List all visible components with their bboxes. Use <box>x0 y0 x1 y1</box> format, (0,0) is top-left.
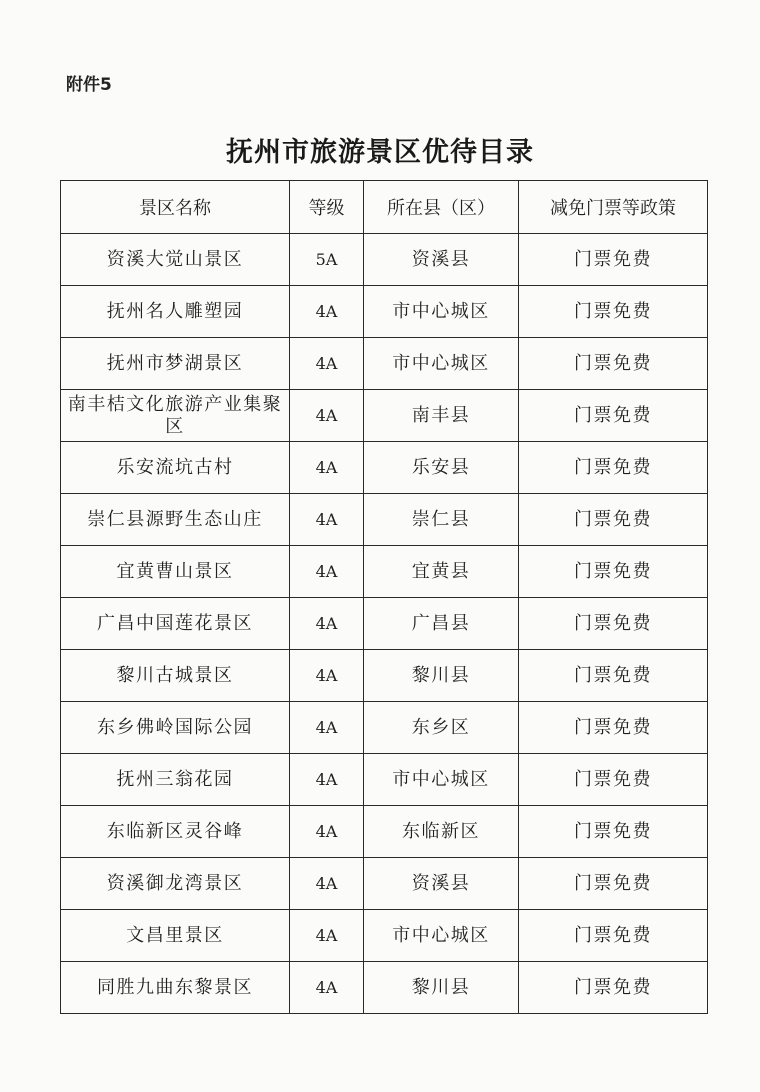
cell-policy: 门票免费 <box>519 754 708 806</box>
cell-county: 市中心城区 <box>364 286 519 338</box>
table-row <box>61 234 708 286</box>
table-row <box>61 650 708 702</box>
cell-level: 4A <box>290 910 364 962</box>
cell-name: 崇仁县源野生态山庄 <box>61 494 290 546</box>
cell-level: 4A <box>290 390 364 442</box>
header-county: 所在县（区） <box>364 181 519 234</box>
cell-name: 东临新区灵谷峰 <box>61 806 290 858</box>
cell-county: 黎川县 <box>364 650 519 702</box>
cell-name: 文昌里景区 <box>61 910 290 962</box>
cell-name: 抚州名人雕塑园 <box>61 286 290 338</box>
cell-county: 宜黄县 <box>364 546 519 598</box>
cell-county: 市中心城区 <box>364 338 519 390</box>
cell-policy: 门票免费 <box>519 650 708 702</box>
table-row <box>61 286 708 338</box>
cell-county: 崇仁县 <box>364 494 519 546</box>
scenic-area-table <box>60 180 708 1014</box>
header-name: 景区名称 <box>61 181 290 234</box>
cell-level: 4A <box>290 650 364 702</box>
cell-name: 黎川古城景区 <box>61 650 290 702</box>
table-row <box>61 962 708 1014</box>
attachment-label: 附件5 <box>66 75 112 95</box>
table-row <box>61 910 708 962</box>
cell-policy: 门票免费 <box>519 390 708 442</box>
cell-name: 广昌中国莲花景区 <box>61 598 290 650</box>
cell-policy: 门票免费 <box>519 962 708 1014</box>
cell-name: 资溪大觉山景区 <box>61 234 290 286</box>
document-title: 抚州市旅游景区优待目录 <box>226 137 534 168</box>
cell-level: 4A <box>290 754 364 806</box>
cell-policy: 门票免费 <box>519 234 708 286</box>
cell-name: 抚州市梦湖景区 <box>61 338 290 390</box>
cell-level: 4A <box>290 546 364 598</box>
cell-level: 4A <box>290 598 364 650</box>
cell-county: 南丰县 <box>364 390 519 442</box>
cell-county: 广昌县 <box>364 598 519 650</box>
cell-name: 资溪御龙湾景区 <box>61 858 290 910</box>
cell-level: 4A <box>290 338 364 390</box>
cell-name: 同胜九曲东黎景区 <box>61 962 290 1014</box>
cell-county: 黎川县 <box>364 962 519 1014</box>
cell-level: 4A <box>290 442 364 494</box>
cell-policy: 门票免费 <box>519 702 708 754</box>
table-row <box>61 806 708 858</box>
cell-county: 资溪县 <box>364 234 519 286</box>
table-row <box>61 390 708 442</box>
cell-policy: 门票免费 <box>519 494 708 546</box>
cell-level: 4A <box>290 806 364 858</box>
header-level: 等级 <box>290 181 364 234</box>
header-policy: 减免门票等政策 <box>519 181 708 234</box>
cell-policy: 门票免费 <box>519 806 708 858</box>
cell-policy: 门票免费 <box>519 338 708 390</box>
cell-name: 乐安流坑古村 <box>61 442 290 494</box>
cell-policy: 门票免费 <box>519 442 708 494</box>
cell-policy: 门票免费 <box>519 546 708 598</box>
cell-county: 乐安县 <box>364 442 519 494</box>
table-row <box>61 442 708 494</box>
cell-level: 4A <box>290 286 364 338</box>
table-row <box>61 754 708 806</box>
cell-county: 市中心城区 <box>364 754 519 806</box>
cell-name: 东乡佛岭国际公园 <box>61 702 290 754</box>
cell-name: 抚州三翁花园 <box>61 754 290 806</box>
table-row <box>61 598 708 650</box>
table-row <box>61 338 708 390</box>
table-header-row <box>61 181 708 234</box>
cell-policy: 门票免费 <box>519 910 708 962</box>
table-row <box>61 546 708 598</box>
cell-level: 4A <box>290 702 364 754</box>
cell-level: 5A <box>290 234 364 286</box>
table-row <box>61 494 708 546</box>
cell-name: 宜黄曹山景区 <box>61 546 290 598</box>
cell-county: 资溪县 <box>364 858 519 910</box>
cell-level: 4A <box>290 494 364 546</box>
cell-county: 东临新区 <box>364 806 519 858</box>
cell-name: 南丰桔文化旅游产业集聚区 <box>61 390 290 442</box>
cell-policy: 门票免费 <box>519 286 708 338</box>
cell-level: 4A <box>290 858 364 910</box>
cell-policy: 门票免费 <box>519 598 708 650</box>
cell-policy: 门票免费 <box>519 858 708 910</box>
cell-county: 市中心城区 <box>364 910 519 962</box>
cell-county: 东乡区 <box>364 702 519 754</box>
table-row <box>61 702 708 754</box>
table-row <box>61 858 708 910</box>
cell-level: 4A <box>290 962 364 1014</box>
